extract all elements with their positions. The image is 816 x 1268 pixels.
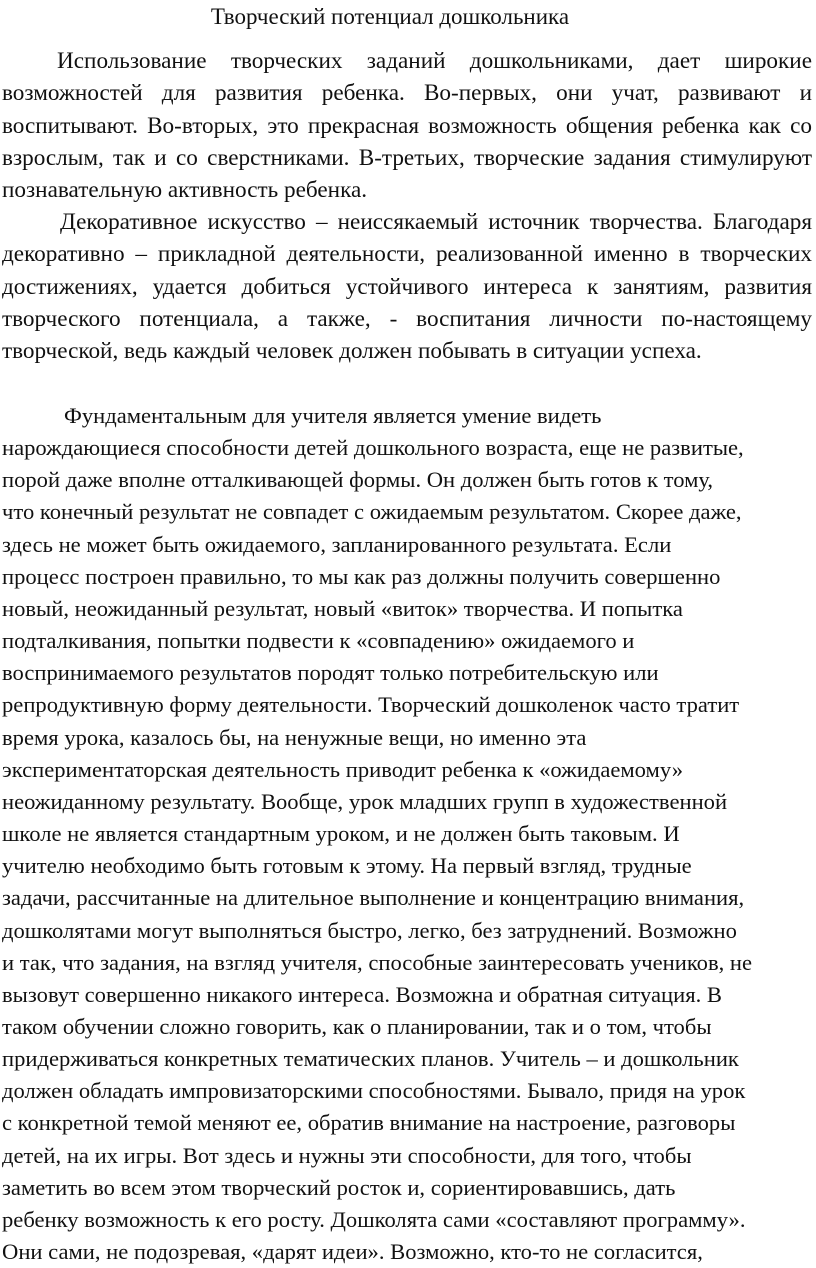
- paragraph-2: Декоративное искусство – неиссякаемый источник творчества. Благодаря декоративно – прикладной деятельности, реализованной именно в творческих достижениях, удается добиться устойчивого интереса к занятиям, развития творческого потенциала, а также, - воспитания личности по-настоящему творческой, ведь каждый человек должен побывать в ситуации успеха.: [2, 209, 812, 365]
- paragraph-3-line: детей, на их игры. Вот здесь и нужны эти способности, для того, чтобы: [2, 1142, 692, 1168]
- paragraph-3-line: дошколятами могут выполняться быстро, легко, без затруднений. Возможно: [2, 917, 737, 943]
- paragraph-3-line: процесс построен правильно, то мы как раз должны получить совершенно: [2, 563, 721, 589]
- paragraph-3-line: репродуктивную форму деятельности. Творческий дошколенок часто тратит: [2, 692, 740, 718]
- paragraph-3-line: здесь не может быть ожидаемого, запланированного результата. Если: [2, 531, 672, 557]
- paragraph-3-line: время урока, казалось бы, на ненужные вещи, но именно эта: [2, 724, 587, 750]
- paragraph-3-line: учителю необходимо быть готовым к этому. На первый взгляд, трудные: [2, 853, 692, 879]
- paragraph-3-line: воспринимаемого результатов породят только потребительскую или: [2, 660, 659, 686]
- paragraph-3-line: Фундаментальным для учителя является умение видеть: [64, 403, 602, 428]
- paragraph-3-line: ребенку возможность к его росту. Дошколята сами «составляют программу».: [2, 1206, 746, 1232]
- paragraph-3-line: и так, что задания, на взгляд учителя, способные заинтересовать учеников, не: [2, 949, 753, 975]
- paragraph-3-line: что конечный результат не совпадет с ожидаемым результатом. Скорее даже,: [2, 499, 742, 525]
- paragraph-3-line: должен обладать импровизаторскими способностями. Бывало, придя на урок: [2, 1078, 746, 1104]
- paragraph-3-line: с конкретной темой меняют ее, обратив внимание на настроение, разговоры: [2, 1110, 736, 1136]
- paragraph-3-line: неожиданному результату. Вообще, урок младших групп в художественной: [2, 788, 728, 814]
- paragraph-3-line: порой даже вполне отталкивающей формы. Он должен быть готов к тому,: [2, 467, 714, 493]
- paragraph-3-line: задачи, рассчитанные на длительное выполнение и концентрацию внимания,: [2, 885, 745, 911]
- paragraph-3-line: придерживаться конкретных тематических планов. Учитель – и дошкольник: [2, 1046, 739, 1072]
- paragraph-3-line: таком обучении сложно говорить, как о планировании, так и о том, чтобы: [2, 1013, 712, 1039]
- document-title: Творческий потенциал дошкольника: [210, 4, 570, 29]
- paragraph-3-line: Они сами, не подозревая, «дарят идеи». Возможно, кто-то не согласится,: [2, 1239, 703, 1265]
- paragraph-3-line: школе не является стандартным уроком, и не должен быть таковым. И: [2, 821, 680, 847]
- paragraph-3: [2, 400, 814, 1268]
- paragraph-3-line: новый, неожиданный результат, новый «виток» творчества. И попытка: [2, 595, 683, 621]
- paragraph-1: Использование творческих заданий дошкольниками, дает широкие возможностей для развития ребенка. Во-первых, они учат, развивают и воспитывают. Во-вторых, это прекрасная возможность общения ребенка как со взрослым, так и со сверстниками. В-третьих, творческие задания стимулируют познавательную активность ребенка.: [2, 48, 812, 204]
- paragraph-3-line: нарождающиеся способности детей дошкольного возраста, еще не развитые,: [2, 435, 744, 461]
- paragraph-3-line: экспериментаторская деятельность приводит ребенка к «ожидаемому»: [2, 756, 683, 782]
- paragraph-3-line: заметить во всем этом творческий росток и, сориентировавшись, дать: [2, 1174, 676, 1200]
- paragraph-3-line: подталкивания, попытки подвести к «совпадению» ожидаемого и: [2, 628, 635, 654]
- paragraph-3-line: вызовут совершенно никакого интереса. Возможна и обратная ситуация. В: [2, 981, 722, 1007]
